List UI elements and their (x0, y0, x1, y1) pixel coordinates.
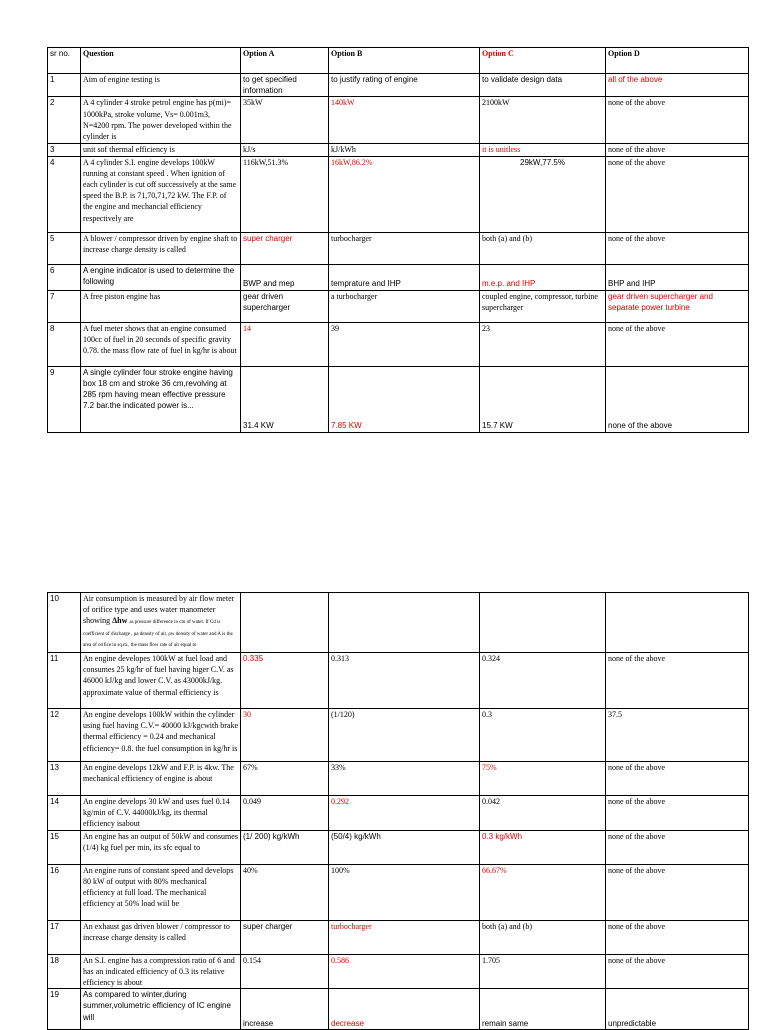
row-number: 11 (48, 653, 81, 709)
option-b-answer: 0.586 (329, 954, 480, 989)
table-row (48, 709, 749, 762)
option-b: 0.313 (329, 653, 480, 709)
table-row (48, 264, 749, 290)
question-text: A free piston engine has (81, 290, 241, 322)
option-a: super charger (241, 920, 329, 954)
table-row (48, 156, 749, 232)
option-c: both (a) and (b) (480, 920, 606, 954)
option-b: a turbocharger (329, 290, 480, 322)
option-d: BHP and IHP (606, 264, 749, 290)
option-d: none of the above (606, 830, 749, 864)
option-c: 0.3 (480, 709, 606, 762)
option-a: 0.049 (241, 796, 329, 831)
table-row (48, 762, 749, 796)
header-question: Question (81, 48, 241, 74)
option-d: none of the above (606, 156, 749, 232)
option-d: none of the above (606, 653, 749, 709)
question-text: An exhaust gas driven blower / compressor to increase charge density is called (81, 920, 241, 954)
row-number: 5 (48, 232, 81, 264)
header-sr-no: sr no. (48, 48, 81, 74)
option-d: none of the above (606, 144, 749, 156)
row-number: 17 (48, 920, 81, 954)
row-number: 19 (48, 989, 81, 1030)
table-row (48, 653, 749, 709)
table-row (48, 322, 749, 366)
option-c-answer: it is unitless (480, 144, 606, 156)
option-b-answer: 16kW,86.2% (329, 156, 480, 232)
option-b: (50/4) kg/kWh (329, 830, 480, 864)
question-text: An engine develops 30 kW and uses fuel 0.14 kg/min of C.V. 44000kJ/kg, its thermal efficiency isabout (81, 796, 241, 831)
row-number: 8 (48, 322, 81, 366)
option-c: 0.042 (480, 796, 606, 831)
row-number: 7 (48, 290, 81, 322)
question-text: As compared to winter,during summer,volumetric efficiency of IC engine will (81, 989, 241, 1030)
option-c: 1.705 (480, 954, 606, 989)
questions-table-1 (47, 47, 749, 433)
option-a: kJ/s (241, 144, 329, 156)
option-b: 33% (329, 762, 480, 796)
option-b: kJ/kWh (329, 144, 480, 156)
table-row (48, 830, 749, 864)
row-number: 10 (48, 593, 81, 653)
table-row (48, 954, 749, 989)
question-text: An engine runs of constant speed and develops 80 kW of output with 80% mechanical efficiency at full load. The mechanical efficiency at 50% load wiil be (81, 864, 241, 920)
question-text-main: Air consumption is measured by air flow meter of orifice type and uses water manometer showing (83, 594, 235, 626)
header-option-c: Option C (480, 48, 606, 74)
question-text: A engine indicator is used to determine the following (81, 264, 241, 290)
row-number: 2 (48, 97, 81, 144)
option-a-answer: 30 (241, 709, 329, 762)
option-a: 67% (241, 762, 329, 796)
table-row (48, 97, 749, 144)
option-d: none of the above (606, 762, 749, 796)
table-row (48, 366, 749, 432)
option-c-answer: 0.3 kg/kWh (480, 830, 606, 864)
option-c-answer: 66.67% (480, 864, 606, 920)
table-row (48, 290, 749, 322)
option-c-answer: 75% (480, 762, 606, 796)
option-d: none of the above (606, 232, 749, 264)
row-number: 3 (48, 144, 81, 156)
option-a: increase (241, 989, 329, 1030)
delta-hw-symbol: Δhw (112, 616, 128, 626)
table-row (48, 593, 749, 653)
option-c: 23 (480, 322, 606, 366)
option-b: temprature and IHP (329, 264, 480, 290)
row-number: 6 (48, 264, 81, 290)
option-d: unpredictable (606, 989, 749, 1030)
option-b: (1/120) (329, 709, 480, 762)
question-text: An engine has an output of 50kW and consumes (1/4) kg fuel per min, its sfc equal to (81, 830, 241, 864)
header-option-b: Option B (329, 48, 480, 74)
option-d (606, 593, 749, 653)
option-b-answer: turbocharger (329, 920, 480, 954)
option-c: both (a) and (b) (480, 232, 606, 264)
question-text: unit sof thermal efficiency is (81, 144, 241, 156)
row-number: 14 (48, 796, 81, 831)
row-number: 9 (48, 366, 81, 432)
option-d-answer: gear driven supercharger and separate power turbine (606, 290, 749, 322)
header-row (48, 48, 749, 74)
table-row (48, 232, 749, 264)
option-a: 31.4 KW (241, 366, 329, 432)
option-d: none of the above (606, 796, 749, 831)
table-row (48, 74, 749, 97)
option-a: BWP and mep (241, 264, 329, 290)
option-a (241, 593, 329, 653)
option-c: 29kW,77.5% (480, 156, 606, 232)
question-text: A blower / compressor driven by engine shaft to increase charge density is called (81, 232, 241, 264)
option-a-answer: 0.335 (241, 653, 329, 709)
header-option-a: Option A (241, 48, 329, 74)
option-d: 37.5 (606, 709, 749, 762)
option-a-answer: 14 (241, 322, 329, 366)
question-text: Aim of engine testing is (81, 74, 241, 97)
option-c: remain same (480, 989, 606, 1030)
option-b-answer: 0.292 (329, 796, 480, 831)
header-option-d: Option D (606, 48, 749, 74)
option-d: none of the above (606, 864, 749, 920)
option-d: none of the above (606, 954, 749, 989)
option-a: 40% (241, 864, 329, 920)
option-d: none of the above (606, 920, 749, 954)
option-a: gear driven supercharger (241, 290, 329, 322)
option-a: to get specified information (241, 74, 329, 97)
option-a: 116kW,51.3% (241, 156, 329, 232)
question-text: An engine develops 100kW within the cylinder using fuel having C.V.= 40000 kJ/kgcwith brake thermal efficiency = 0.24 and mechanical efficiency= 0.8. the fuel consumption in kg/hr is (81, 709, 241, 762)
option-c: 15.7 KW (480, 366, 606, 432)
question-text: A 4 cylinder S.I. engine develops 100kW running at constant speed . When ignition of each cylinder is cut off successively at the same speed the B.P. is 71,70,71,72 kW. The F.P. of the engine and mechancial efficiency respectively are (81, 156, 241, 232)
option-c (480, 593, 606, 653)
question-text (81, 593, 241, 653)
option-a: (1/ 200) kg/kWh (241, 830, 329, 864)
option-c: coupled engine, compressor, turbine supercharger (480, 290, 606, 322)
option-a: 35kW (241, 97, 329, 144)
question-text: A fuel meter shows that an engine consumed 100cc of fuel in 20 seconds of specific gravity 0.78. the mass flow rate of fuel in kg/hr is about (81, 322, 241, 366)
question-footnote: as pressure difference in cm of water. If Cd is coefficient of discharge , ρa density of air, ρw density of water and A is the area of orifice in sq.m., the mass flow rate of air equal to (83, 620, 233, 649)
row-number: 4 (48, 156, 81, 232)
question-text: An engine develops 12kW and F.P. is 4kw. The mechanical efficiency of engine is about (81, 762, 241, 796)
table-row (48, 920, 749, 954)
table-row (48, 864, 749, 920)
option-b-answer: 140kW (329, 97, 480, 144)
option-c: 2100kW (480, 97, 606, 144)
option-b: 100% (329, 864, 480, 920)
option-a: 0.154 (241, 954, 329, 989)
row-number: 12 (48, 709, 81, 762)
option-b-answer: 7.85 KW (329, 366, 480, 432)
row-number: 1 (48, 74, 81, 97)
option-c: to validate design data (480, 74, 606, 97)
question-text: An S.I. engine has a compression ratio of 6 and has an indicated efficiency of 0.3 its relative efficiency is about (81, 954, 241, 989)
option-b (329, 593, 480, 653)
option-c: 0.324 (480, 653, 606, 709)
option-d: none of the above (606, 366, 749, 432)
option-c-answer: m.e.p. and IHP (480, 264, 606, 290)
row-number: 13 (48, 762, 81, 796)
option-d: none of the above (606, 97, 749, 144)
option-b: to justify rating of engine (329, 74, 480, 97)
option-b: 39 (329, 322, 480, 366)
row-number: 15 (48, 830, 81, 864)
option-d-answer: all of the above (606, 74, 749, 97)
questions-table-2 (47, 592, 749, 1030)
table-row (48, 144, 749, 156)
row-number: 18 (48, 954, 81, 989)
option-d: none of the above (606, 322, 749, 366)
option-b-answer: decrease (329, 989, 480, 1030)
table-row (48, 989, 749, 1030)
question-text: A single cylinder four stroke engine having box 18 cm and stroke 36 cm,revolving at 285 rpm having mean effective pressure 7.2 bar.the indicated power is... (81, 366, 241, 432)
row-number: 16 (48, 864, 81, 920)
option-a-answer: super charger (241, 232, 329, 264)
option-b: turbocharger (329, 232, 480, 264)
question-text: A 4 cylinder 4 stroke petrol engine has p(mi)= 1000kPa, stroke volume, Vs= 0.001m3, N=4200 rpm. The power developed within the cylinder is (81, 97, 241, 144)
table-row (48, 796, 749, 831)
question-text: An engine developes 100kW at fuel load and consumes 25 kg/hr of fuel having higer C.V. as 46000 kJ/kg and lower C.V. as 43000kJ/kg. approximate value of thermal efficiency is (81, 653, 241, 709)
